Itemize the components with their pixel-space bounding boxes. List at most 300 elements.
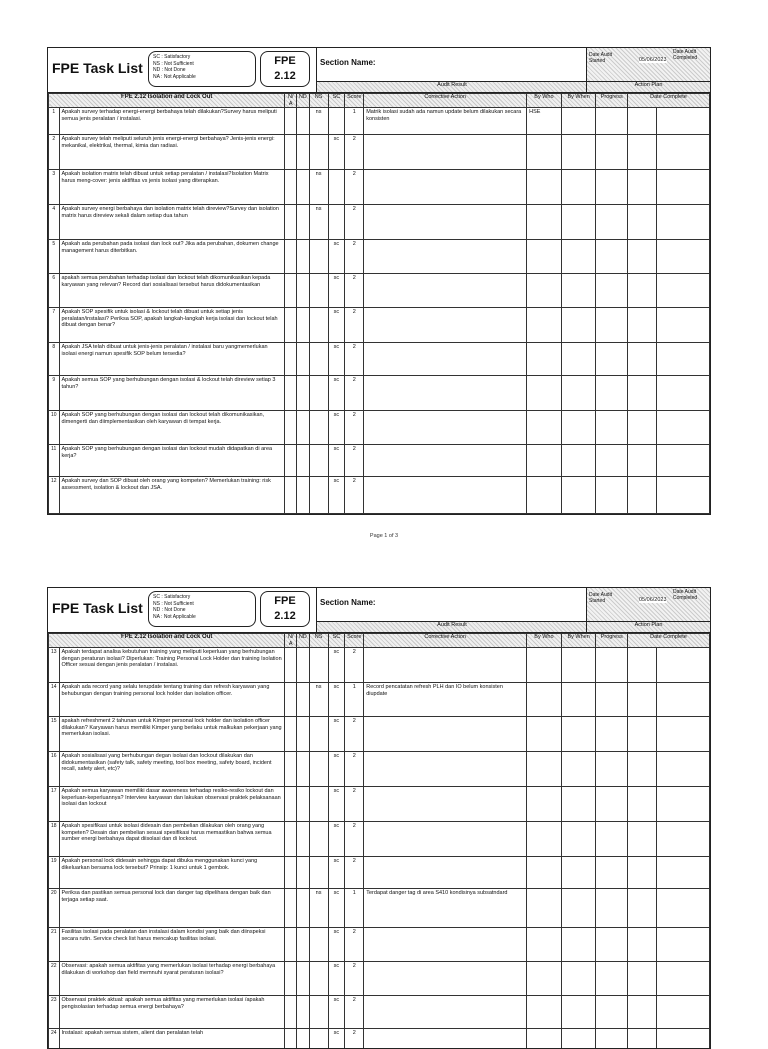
by-when-cell <box>561 411 596 445</box>
date-complete-cell <box>627 135 656 170</box>
corrective-action-cell <box>364 240 527 274</box>
by-when-cell <box>561 445 596 477</box>
by-who-cell <box>527 240 562 274</box>
by-who-cell <box>527 308 562 343</box>
ns-cell <box>309 240 328 274</box>
date-complete-cell <box>657 108 710 135</box>
section-name-label: Section Name: <box>320 598 376 607</box>
date-complete-cell <box>627 752 656 787</box>
date-complete-cell <box>657 822 710 857</box>
nd-cell <box>296 1029 309 1049</box>
corrective-action-cell <box>364 170 527 205</box>
progress-cell <box>596 1029 628 1049</box>
ns-cell <box>309 717 328 752</box>
by-who-cell <box>527 376 562 411</box>
date-complete-cell <box>627 962 656 996</box>
score-cell: 2 <box>345 717 364 752</box>
progress-cell <box>596 648 628 683</box>
by-when-cell <box>561 683 596 717</box>
table-row <box>49 376 710 411</box>
date-complete-cell <box>657 889 710 928</box>
table-row <box>49 857 710 889</box>
audit-dates <box>586 48 710 82</box>
section-title-header: FPE 2.12 Isolation and Lock Out <box>49 634 285 648</box>
ns-cell <box>309 477 328 514</box>
by-who-cell: HSE <box>527 108 562 135</box>
date-complete-cell <box>657 308 710 343</box>
nd-cell <box>296 343 309 376</box>
task-list-page-2 <box>47 587 711 1049</box>
question-text: Apakah ada perubahan pada isolasi dan lock out? Jika ada perubahan, dokumen change management harus diterbitkan. <box>59 240 285 274</box>
score-cell: 2 <box>345 857 364 889</box>
corrective-action-cell <box>364 822 527 857</box>
ns-cell <box>309 822 328 857</box>
row-number: 22 <box>49 962 60 996</box>
col-date-complete: Date Complete <box>627 94 709 108</box>
fpe-badge <box>260 591 310 627</box>
date-complete-cell <box>627 889 656 928</box>
date-complete-cell <box>627 170 656 205</box>
score-cell: 2 <box>345 376 364 411</box>
corrective-action-cell <box>364 648 527 683</box>
fpe-number: 2.12 <box>274 610 296 622</box>
na-cell <box>285 962 297 996</box>
by-when-cell <box>561 376 596 411</box>
table-row <box>49 717 710 752</box>
page-header <box>48 588 710 633</box>
nd-cell <box>296 928 309 962</box>
date-complete-cell <box>627 648 656 683</box>
corrective-action-cell <box>364 752 527 787</box>
by-who-cell <box>527 787 562 822</box>
nd-cell <box>296 787 309 822</box>
nd-cell <box>296 108 309 135</box>
na-cell <box>285 928 297 962</box>
date-complete-cell <box>627 240 656 274</box>
date-complete-cell <box>627 683 656 717</box>
page-footer: Page 1 of 3 <box>369 533 399 539</box>
col-sc: SC <box>328 634 345 648</box>
question-text: Apakah survey dan SOP dibuat oleh orang yang kompeten? Memerlukan training: risk assessment, isolation & lockout dan JSA. <box>59 477 285 514</box>
ns-cell <box>309 962 328 996</box>
corrective-action-cell <box>364 445 527 477</box>
date-complete-cell <box>627 274 656 308</box>
by-when-cell <box>561 1029 596 1049</box>
score-cell: 2 <box>345 996 364 1029</box>
corrective-action-cell <box>364 411 527 445</box>
na-cell <box>285 787 297 822</box>
sc-cell: sc <box>328 135 345 170</box>
col-by-who: By Who <box>527 634 562 648</box>
progress-cell <box>596 962 628 996</box>
date-value: 05/06/2023 <box>639 57 667 63</box>
row-number: 23 <box>49 996 60 1029</box>
by-when-cell <box>561 717 596 752</box>
sc-cell: sc <box>328 274 345 308</box>
ns-cell <box>309 787 328 822</box>
question-text: Apakah personal lock didesain sehingga dapat dibuka menggunakan kunci yang dikeluarkan bersama lock tersebut? Prinsip: 1 kunci untuk 1 gembok. <box>59 857 285 889</box>
by-when-cell <box>561 170 596 205</box>
corrective-action-cell <box>364 477 527 514</box>
date-complete-cell <box>657 683 710 717</box>
score-cell: 2 <box>345 1029 364 1049</box>
na-cell <box>285 240 297 274</box>
row-number: 3 <box>49 170 60 205</box>
nd-cell <box>296 445 309 477</box>
progress-cell <box>596 240 628 274</box>
legend-item: SC : Satisfactory <box>153 594 191 600</box>
corrective-action-cell <box>364 376 527 411</box>
sc-cell: sc <box>328 648 345 683</box>
sc-cell <box>328 108 345 135</box>
fpe-code: FPE <box>274 595 296 607</box>
row-number: 2 <box>49 135 60 170</box>
sc-cell: sc <box>328 822 345 857</box>
progress-cell <box>596 717 628 752</box>
na-cell <box>285 274 297 308</box>
nd-cell <box>296 962 309 996</box>
corrective-action-cell: Terdapat danger tag di area S410 kondisinya subsatndard <box>364 889 527 928</box>
fpe-badge <box>260 51 310 87</box>
table-row <box>49 683 710 717</box>
by-who-cell <box>527 752 562 787</box>
na-cell <box>285 445 297 477</box>
action-plan-label: Action Plan <box>586 81 710 92</box>
corrective-action-cell <box>364 787 527 822</box>
date-completed-label: Date Audit Completed <box>673 589 698 601</box>
question-text: apakah semua perubahan terhadap isolasi dan lockout telah dikomunikasikan kepada karyawan yang relevan? Record dari sosialisasi tersebut harus didokumentasikan <box>59 274 285 308</box>
col-by-who: By Who <box>527 94 562 108</box>
col-by-when: By When <box>561 94 596 108</box>
date-complete-cell <box>627 205 656 240</box>
score-cell: 2 <box>345 170 364 205</box>
nd-cell <box>296 240 309 274</box>
by-who-cell <box>527 1029 562 1049</box>
ns-cell <box>309 376 328 411</box>
ns-cell <box>309 445 328 477</box>
date-complete-cell <box>657 445 710 477</box>
question-text: Apakah semua SOP yang berhubungan dengan isolasi & lockout telah direview setiap 3 tahun? <box>59 376 285 411</box>
corrective-action-cell <box>364 135 527 170</box>
date-complete-cell <box>657 343 710 376</box>
nd-cell <box>296 889 309 928</box>
table-row <box>49 308 710 343</box>
col-na: N/A <box>285 634 297 648</box>
legend-item: NA : Not Applicable <box>153 613 196 620</box>
sc-cell <box>328 205 345 240</box>
task-table <box>48 93 710 514</box>
date-complete-cell <box>627 343 656 376</box>
task-table <box>48 633 710 1049</box>
nd-cell <box>296 648 309 683</box>
question-text: Apakah survey energi berbahaya dan isolation matrix telah direview?Survey dan isolation matrix harus direview sekali dalam setiap dua tahun <box>59 205 285 240</box>
progress-cell <box>596 889 628 928</box>
nd-cell <box>296 683 309 717</box>
score-cell: 2 <box>345 822 364 857</box>
progress-cell <box>596 477 628 514</box>
progress-cell <box>596 928 628 962</box>
ns-cell <box>309 135 328 170</box>
sc-cell: sc <box>328 376 345 411</box>
score-cell: 2 <box>345 962 364 996</box>
table-row <box>49 1029 710 1049</box>
ns-cell <box>309 411 328 445</box>
ns-cell: ns <box>309 683 328 717</box>
by-who-cell <box>527 411 562 445</box>
sc-cell: sc <box>328 240 345 274</box>
score-cell: 2 <box>345 928 364 962</box>
na-cell <box>285 1029 297 1049</box>
ns-cell <box>309 752 328 787</box>
corrective-action-cell <box>364 1029 527 1049</box>
sc-cell: sc <box>328 411 345 445</box>
by-who-cell <box>527 857 562 889</box>
sc-cell: sc <box>328 752 345 787</box>
col-ns: NS <box>309 94 328 108</box>
na-cell <box>285 889 297 928</box>
col-corrective-action: Corrective Action <box>364 94 527 108</box>
score-cell: 2 <box>345 240 364 274</box>
date-complete-cell <box>627 928 656 962</box>
col-score: Score <box>345 634 364 648</box>
col-score: Score <box>345 94 364 108</box>
question-text: Observasi praktek aktual: apakah semua aktifitas yang memerlukan isolasi /apakah pengisolasian terhadap semua energi berbahaya? <box>59 996 285 1029</box>
sc-cell <box>328 170 345 205</box>
audit-result-label: Audit Result <box>317 81 587 92</box>
question-text: Fasilitas isolasi pada peralatan dan instalasi dalam kondisi yang baik dan diinspeksi secara rutin. Service check list harus mencakup fasilitas isolasi. <box>59 928 285 962</box>
legend-item: ND : Not Done <box>153 607 186 613</box>
by-who-cell <box>527 477 562 514</box>
row-number: 12 <box>49 477 60 514</box>
by-who-cell <box>527 445 562 477</box>
progress-cell <box>596 170 628 205</box>
row-number: 1 <box>49 108 60 135</box>
table-row <box>49 752 710 787</box>
na-cell <box>285 108 297 135</box>
sc-cell: sc <box>328 857 345 889</box>
sc-cell: sc <box>328 962 345 996</box>
sc-cell: sc <box>328 787 345 822</box>
na-cell <box>285 857 297 889</box>
by-when-cell <box>561 648 596 683</box>
row-number: 21 <box>49 928 60 962</box>
ns-cell: ns <box>309 108 328 135</box>
nd-cell <box>296 170 309 205</box>
by-when-cell <box>561 108 596 135</box>
sc-cell: sc <box>328 996 345 1029</box>
sc-cell: sc <box>328 683 345 717</box>
row-number: 4 <box>49 205 60 240</box>
date-complete-cell <box>657 648 710 683</box>
nd-cell <box>296 135 309 170</box>
by-who-cell <box>527 928 562 962</box>
date-complete-cell <box>627 717 656 752</box>
score-cell: 1 <box>345 108 364 135</box>
question-text: Apakah JSA telah dibuat untuk jenis-jenis peralatan / instalasi baru yangmemerlukan isolasi energi namun spesifik SOP belum tersedia? <box>59 343 285 376</box>
date-complete-cell <box>657 962 710 996</box>
col-sc: SC <box>328 94 345 108</box>
nd-cell <box>296 717 309 752</box>
ns-cell: ns <box>309 170 328 205</box>
task-rows <box>49 108 710 514</box>
col-progress: Progress <box>596 94 628 108</box>
row-number: 14 <box>49 683 60 717</box>
corrective-action-cell: Record pencatatan refresh PLH dan IO belum konsisten diupdate <box>364 683 527 717</box>
progress-cell <box>596 274 628 308</box>
ns-cell <box>309 928 328 962</box>
col-by-when: By When <box>561 634 596 648</box>
legend-item: ND : Not Done <box>153 67 186 73</box>
date-complete-cell <box>657 928 710 962</box>
date-complete-cell <box>657 1029 710 1049</box>
question-text: Apakah ada record yang selalu terupdate tentang training dan refresh karyawan yang behubungan dengan training personal lock holder dan isolation officer. <box>59 683 285 717</box>
sc-cell: sc <box>328 717 345 752</box>
legend-item: NA : Not Applicable <box>153 73 196 80</box>
by-who-cell <box>527 889 562 928</box>
by-who-cell <box>527 822 562 857</box>
date-complete-cell <box>657 787 710 822</box>
by-when-cell <box>561 857 596 889</box>
score-cell: 2 <box>345 274 364 308</box>
date-complete-cell <box>627 411 656 445</box>
table-row <box>49 787 710 822</box>
section-name-box <box>316 48 587 92</box>
date-complete-cell <box>627 857 656 889</box>
table-row <box>49 889 710 928</box>
date-complete-cell <box>657 170 710 205</box>
sc-cell: sc <box>328 477 345 514</box>
score-cell: 1 <box>345 683 364 717</box>
score-cell: 2 <box>345 135 364 170</box>
question-text: Apakah SOP yang berhubungan dengan isolasi dan lockout mudah didapatkan di area kerja? <box>59 445 285 477</box>
date-value: 05/06/2023 <box>639 597 667 603</box>
row-number: 10 <box>49 411 60 445</box>
action-plan-label: Action Plan <box>586 621 710 632</box>
date-completed-label: Date Audit Completed <box>673 49 698 61</box>
table-row <box>49 205 710 240</box>
date-started-label: Date Audit Started <box>589 592 613 604</box>
row-number: 11 <box>49 445 60 477</box>
question-text: Apakah sosialisasi yang berhubungan degan isolasi dan lockout dilakukan dan didokumentasikan (safety talk, safety meeting, tool box meeting, safety board, incident recall, safety alert, etc)? <box>59 752 285 787</box>
na-cell <box>285 376 297 411</box>
row-number: 19 <box>49 857 60 889</box>
fpe-number: 2.12 <box>274 70 296 82</box>
na-cell <box>285 135 297 170</box>
score-cell: 2 <box>345 477 364 514</box>
legend-item: NS : Not Sufficient <box>153 600 194 607</box>
table-row <box>49 135 710 170</box>
date-complete-cell <box>657 376 710 411</box>
table-row <box>49 343 710 376</box>
col-na: N/A <box>285 94 297 108</box>
date-complete-cell <box>627 108 656 135</box>
legend-item: NS : Not Sufficient <box>153 60 194 67</box>
ns-cell <box>309 857 328 889</box>
score-cell: 2 <box>345 787 364 822</box>
by-when-cell <box>561 787 596 822</box>
by-when-cell <box>561 822 596 857</box>
ns-cell <box>309 1029 328 1049</box>
col-corrective-action: Corrective Action <box>364 634 527 648</box>
by-who-cell <box>527 717 562 752</box>
question-text: Apakah terdapat analisa kebutuhan training yang meliputi keperluan yang berhubungan dengan peraturan isolasi? Diperlukan: Training Personal Lock Holder dan training Isolation Officer sesuai dengan jenis peralatan / instalasi. <box>59 648 285 683</box>
date-complete-cell <box>657 857 710 889</box>
table-row <box>49 445 710 477</box>
by-when-cell <box>561 752 596 787</box>
sc-cell: sc <box>328 928 345 962</box>
corrective-action-cell <box>364 857 527 889</box>
row-number: 20 <box>49 889 60 928</box>
legend-item: SC : Satisfactory <box>153 54 191 60</box>
progress-cell <box>596 411 628 445</box>
na-cell <box>285 205 297 240</box>
row-number: 9 <box>49 376 60 411</box>
score-cell: 2 <box>345 411 364 445</box>
by-when-cell <box>561 889 596 928</box>
by-when-cell <box>561 205 596 240</box>
corrective-action-cell <box>364 274 527 308</box>
question-text: Apakah isolation matrix telah dibuat untuk setiap peralatan / instalasi?Isolation Matrix harus meng-cover: jenis aktifitas vs jenis isolasi yang diterapkan. <box>59 170 285 205</box>
date-complete-cell <box>627 477 656 514</box>
ns-cell <box>309 274 328 308</box>
row-number: 8 <box>49 343 60 376</box>
row-number: 24 <box>49 1029 60 1049</box>
na-cell <box>285 308 297 343</box>
date-complete-cell <box>657 240 710 274</box>
row-number: 15 <box>49 717 60 752</box>
by-who-cell <box>527 343 562 376</box>
sc-cell: sc <box>328 889 345 928</box>
score-cell: 2 <box>345 648 364 683</box>
sc-cell: sc <box>328 343 345 376</box>
date-complete-cell <box>657 477 710 514</box>
date-complete-cell <box>627 308 656 343</box>
date-complete-cell <box>657 411 710 445</box>
corrective-action-cell <box>364 343 527 376</box>
section-title-header: FPE 2.12 Isolation and Lock Out <box>49 94 285 108</box>
nd-cell <box>296 274 309 308</box>
date-complete-cell <box>627 787 656 822</box>
row-number: 17 <box>49 787 60 822</box>
col-nd: ND <box>296 94 309 108</box>
corrective-action-cell <box>364 928 527 962</box>
page-header <box>48 48 710 93</box>
progress-cell <box>596 445 628 477</box>
progress-cell <box>596 376 628 411</box>
corrective-action-cell <box>364 717 527 752</box>
progress-cell <box>596 308 628 343</box>
date-complete-cell <box>657 135 710 170</box>
ns-cell <box>309 648 328 683</box>
by-who-cell <box>527 683 562 717</box>
row-number: 18 <box>49 822 60 857</box>
table-row <box>49 962 710 996</box>
by-when-cell <box>561 274 596 308</box>
by-when-cell <box>561 343 596 376</box>
date-complete-cell <box>657 752 710 787</box>
by-when-cell <box>561 962 596 996</box>
question-text: Apakah spesifikasi untuk isolasi didesain dan pembelian dilakukan oleh orang yang kompeten? Desain dan pembelian sesuai spesifikasi harus memastikan bahwa semua sumber energi berbahaya dapat diisolasi dan di lockout. <box>59 822 285 857</box>
na-cell <box>285 343 297 376</box>
score-cell: 2 <box>345 308 364 343</box>
date-complete-cell <box>657 274 710 308</box>
table-row <box>49 648 710 683</box>
col-progress: Progress <box>596 634 628 648</box>
na-cell <box>285 717 297 752</box>
nd-cell <box>296 822 309 857</box>
progress-cell <box>596 787 628 822</box>
na-cell <box>285 752 297 787</box>
